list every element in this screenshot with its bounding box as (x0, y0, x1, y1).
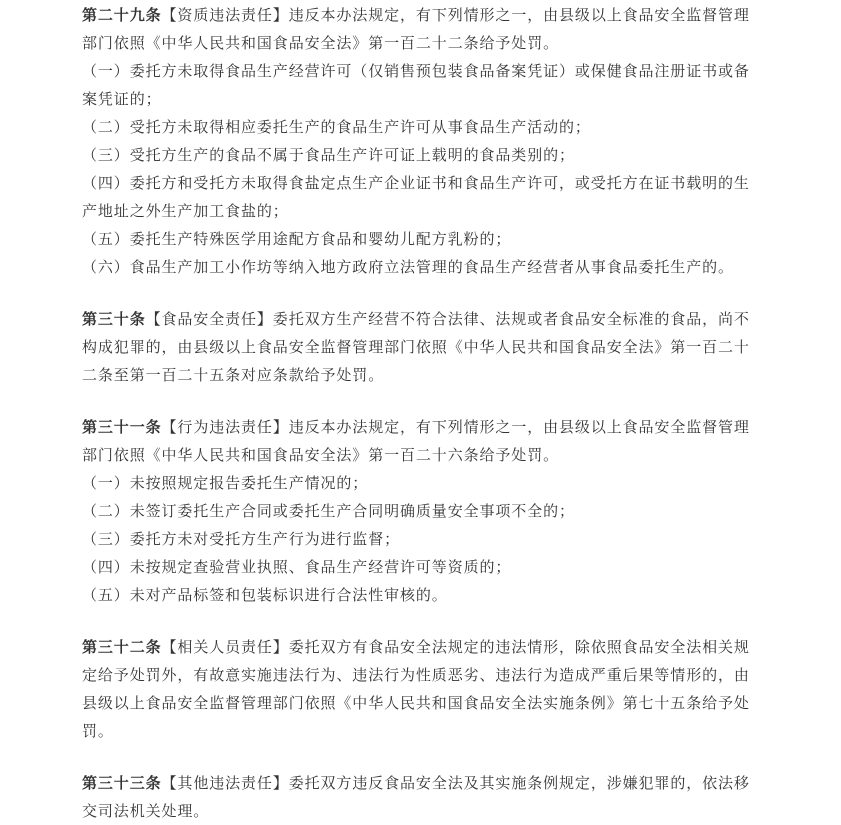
article-lead: 【行为违法责任】违反本办法规定，有下列情形之一，由县级以上食品安全监督管理部门依照《中华人民共和国食品安全法》第一百二十六条给予处罚。 (82, 418, 750, 464)
article-heading: 第三十条 (82, 310, 146, 328)
article-lead: 【资质违法责任】违反本办法规定，有下列情形之一，由县级以上食品安全监督管理部门依照《中华人民共和国食品安全法》第一百二十二条给予处罚。 (82, 6, 750, 52)
list-item: （三）委托方未对受托方生产行为进行监督； (82, 530, 401, 548)
list-item: （二）未签订委托生产合同或委托生产合同明确质量安全事项不全的； (82, 502, 575, 520)
article-lead: 【食品安全责任】委托双方生产经营不符合法律、法规或者食品安全标准的食品，尚不构成犯罪的，由县级以上食品安全监督管理部门依照《中华人民共和国食品安全法》第一百二十二条至第一百二十五条对应条款给予处罚。 (82, 310, 750, 384)
article-heading: 第三十一条 (82, 418, 162, 436)
paragraph-spacer (82, 281, 759, 305)
article-paragraph (82, 305, 759, 389)
list-item: （一）委托方未取得食品生产经营许可（仅销售预包装食品备案凭证）或保健食品注册证书或备案凭证的； (82, 62, 750, 108)
article-paragraph (82, 769, 759, 825)
article-33 (82, 769, 759, 825)
list-item: （一）未按照规定报告委托生产情况的； (82, 474, 369, 492)
list-item: （三）受托方生产的食品不属于食品生产许可证上载明的食品类别的； (82, 146, 575, 164)
list-item: （四）委托方和受托方未取得食盐定点生产企业证书和食品生产许可，或受托方在证书载明的生产地址之外生产加工食盐的； (82, 174, 750, 220)
article-heading: 第三十三条 (82, 774, 162, 792)
list-item: （五）未对产品标签和包装标识进行合法性审核的。 (82, 586, 448, 604)
article-lead: 【其他违法责任】委托双方违反食品安全法及其实施条例规定，涉嫌犯罪的，依法移交司法机关处理。 (82, 774, 750, 820)
article-paragraph (82, 1, 759, 57)
article-heading: 第二十九条 (82, 6, 162, 24)
list-item: （四）未按规定查验营业执照、食品生产经营许可等资质的； (82, 558, 512, 576)
document-body (0, 1, 841, 820)
list-item: （六）食品生产加工小作坊等纳入地方政府立法管理的食品生产经营者从事食品委托生产的。 (82, 258, 734, 276)
article-32 (82, 633, 759, 745)
article-paragraph (82, 413, 759, 469)
paragraph-spacer (82, 609, 759, 633)
article-31 (82, 413, 759, 609)
paragraph-spacer (82, 389, 759, 413)
article-30 (82, 305, 759, 389)
article-lead: 【相关人员责任】委托双方有食品安全法规定的违法情形，除依照食品安全法相关规定给予处罚外，有故意实施违法行为、违法行为性质恶劣、违法行为造成严重后果等情形的，由县级以上食品安全监督管理部门依照《中华人民共和国食品安全法实施条例》第七十五条给予处罚。 (82, 638, 750, 740)
paragraph-spacer (82, 745, 759, 769)
article-paragraph (82, 633, 759, 745)
list-item: （五）委托生产特殊医学用途配方食品和婴幼儿配方乳粉的； (82, 230, 512, 248)
list-item: （二）受托方未取得相应委托生产的食品生产许可从事食品生产活动的； (82, 118, 591, 136)
article-heading: 第三十二条 (82, 638, 162, 656)
article-29 (82, 1, 759, 281)
